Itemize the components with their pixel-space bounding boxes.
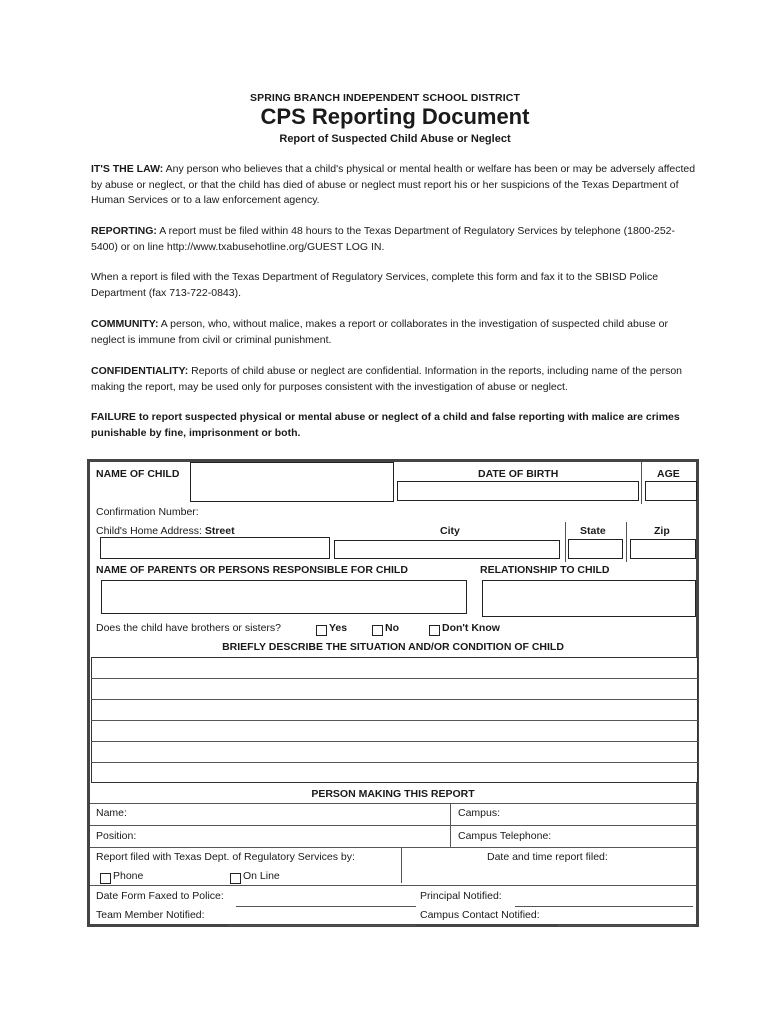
person-making-label: PERSON MAKING THIS REPORT [311, 788, 475, 800]
law-label: IT'S THE LAW: [91, 163, 164, 175]
community-paragraph [91, 317, 701, 348]
failure-paragraph: FAILURE to report suspected physical or mental abuse or neglect of a child and false reporting with malice are crimes punishable by fine, imprisonment or both. [91, 411, 680, 439]
date-of-birth-label: DATE OF BIRTH [478, 468, 559, 480]
no-checkbox[interactable] [372, 625, 383, 636]
campus-telephone-label: Campus Telephone: [458, 830, 552, 842]
relationship-label: RELATIONSHIP TO CHILD [480, 564, 610, 576]
fax-paragraph: When a report is filed with the Texas Department of Regulatory Services, complete this form and fax it to the SBISD Police Department (fax 713-722-0843). [91, 271, 659, 299]
filed-divider-bottom [90, 885, 696, 886]
team-member-label: Team Member Notified: [96, 909, 205, 921]
state-field[interactable] [568, 539, 623, 559]
page-title: CPS Reporting Document [260, 104, 530, 129]
street-label: Street [204, 525, 235, 537]
community-label: COMMUNITY: [91, 318, 159, 330]
city-label: City [440, 525, 460, 537]
date-time-filed-label: Date and time report filed: [487, 851, 608, 863]
position-label: Position: [96, 830, 137, 842]
reporting-paragraph [91, 224, 701, 255]
zip-field[interactable] [630, 539, 696, 559]
describe-line-4 [91, 741, 698, 742]
zip-divider [626, 522, 627, 562]
no-label: No [385, 622, 399, 634]
filed-divider [401, 847, 402, 883]
describe-line-3 [91, 720, 698, 721]
on-line-label: On Line [243, 870, 280, 882]
community-text: A person, who, without malice, makes a report or collaborates in the investigation of suspected child abuse or neglect is immune from civil or criminal punishment. [91, 318, 669, 346]
describe-line-5 [91, 762, 698, 763]
principal-notified-label: Principal Notified: [420, 890, 502, 902]
parents-label: NAME OF PARENTS OR PERSONS RESPONSIBLE FOR CHILD [96, 564, 408, 576]
parents-field[interactable] [101, 580, 467, 614]
street-field[interactable] [100, 537, 330, 559]
campus-contact-line[interactable] [558, 925, 693, 926]
home-address-label [96, 525, 235, 537]
person-divider-top [90, 803, 696, 804]
page-subtitle: Report of Suspected Child Abuse or Neglect [279, 133, 511, 145]
home-address-text: Child's Home Address: [96, 525, 202, 537]
person-divider-bottom [90, 847, 696, 848]
yes-label: Yes [329, 622, 348, 634]
state-divider-left [565, 522, 566, 562]
dont-know-label: Don't Know [442, 622, 500, 634]
age-label: AGE [657, 468, 680, 480]
zip-label: Zip [654, 525, 670, 537]
dont-know-checkbox[interactable] [429, 625, 440, 636]
age-field[interactable] [645, 481, 697, 501]
name-label: Name: [96, 807, 127, 819]
age-divider [641, 462, 642, 504]
describe-line-2 [91, 699, 698, 700]
campus-contact-label: Campus Contact Notified: [420, 909, 540, 921]
person-divider-mid [90, 825, 696, 826]
campus-label: Campus: [458, 807, 501, 819]
confirmation-number-label: Confirmation Number: [96, 506, 199, 518]
relationship-field[interactable] [482, 580, 696, 617]
describe-label: BRIEFLY DESCRIBE THE SITUATION AND/OR CONDITION OF CHILD [222, 641, 564, 653]
date-of-birth-field[interactable] [397, 481, 639, 501]
on-line-checkbox[interactable] [230, 873, 241, 884]
date-faxed-line[interactable] [236, 906, 416, 907]
phone-label: Phone [113, 870, 144, 882]
describe-line-1 [91, 678, 698, 679]
principal-notified-line[interactable] [515, 906, 693, 907]
date-faxed-label: Date Form Faxed to Police: [96, 890, 224, 902]
name-of-child-label: NAME OF CHILD [96, 468, 180, 480]
team-member-line[interactable] [228, 925, 416, 926]
law-paragraph [91, 162, 701, 209]
district-name: SPRING BRANCH INDEPENDENT SCHOOL DISTRICT [250, 92, 520, 104]
city-field[interactable] [334, 540, 560, 559]
siblings-question: Does the child have brothers or sisters? [96, 622, 282, 634]
report-form [87, 459, 699, 927]
confidentiality-label: CONFIDENTIALITY: [91, 365, 189, 377]
report-filed-label: Report filed with Texas Dept. of Regulatory Services by: [96, 851, 355, 863]
reporting-text: A report must be filed within 48 hours to the Texas Department of Regulatory Services by telephone (1800-252-5400) or on line http://www.txabusehotline.org/GUEST LOG IN. [91, 225, 676, 253]
confidentiality-paragraph [91, 364, 701, 395]
yes-checkbox[interactable] [316, 625, 327, 636]
state-label: State [580, 525, 606, 537]
confidentiality-text: Reports of child abuse or neglect are confidential. Information in the reports, including name of the person making the report, may be used only for purposes consistent with the investigation of abuse or neglect. [91, 365, 683, 393]
law-text: Any person who believes that a child's physical or mental health or welfare has been or may be adversely affected by abuse or neglect, or that the child has died of abuse or neglect must report his or her suspicions of the Texas Department of Human Services or to a law enforcement agency. [91, 163, 696, 206]
phone-checkbox[interactable] [100, 873, 111, 884]
child-name-field[interactable] [190, 462, 394, 502]
reporting-label: REPORTING: [91, 225, 157, 237]
